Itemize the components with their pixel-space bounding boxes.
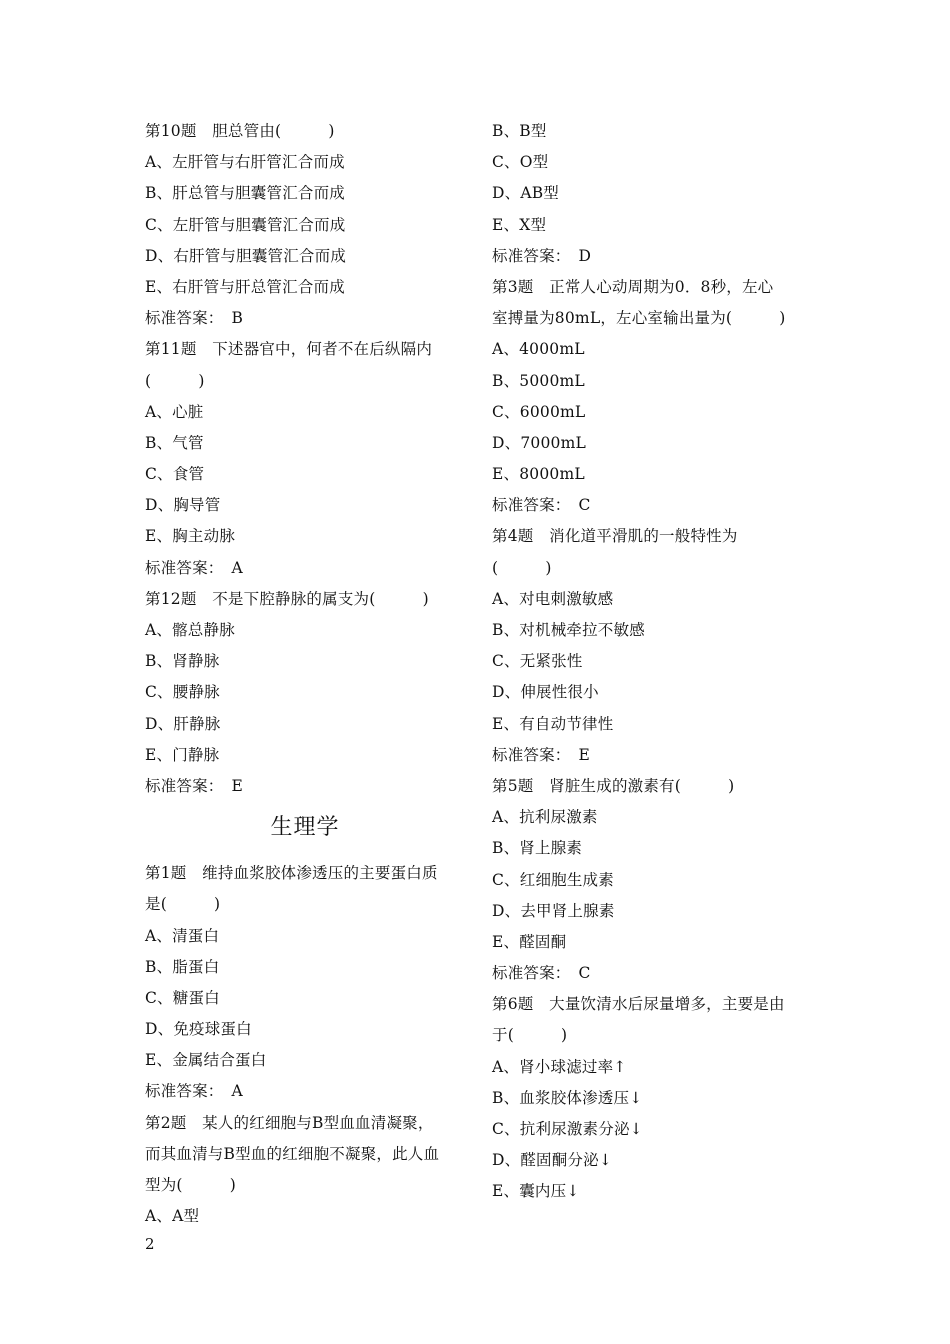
standard-answer: 标准答案： C: [492, 964, 591, 983]
question-title: 第4题 消化道平滑肌的一般特性为: [492, 527, 738, 546]
standard-answer: 标准答案： C: [492, 496, 591, 515]
option-d: D、胸导管: [145, 496, 221, 515]
standard-answer: 标准答案： D: [492, 246, 592, 265]
option-c: C、糖蛋白: [145, 988, 220, 1007]
option-e: E、8000mL: [492, 465, 585, 484]
question-title-continued: 型为( ): [145, 1176, 236, 1194]
option-a: A、A型: [145, 1207, 200, 1226]
question-title: 第3题 正常人心动周期为0．8秒，左心: [492, 277, 774, 296]
question-title: 第12题 不是下腔静脉的属支为( ): [145, 589, 429, 608]
option-d: D、免疫球蛋白: [145, 1020, 252, 1039]
option-c: C、食管: [145, 465, 205, 484]
option-d: D、去甲肾上腺素: [492, 901, 615, 920]
option-d: D、AB型: [492, 184, 560, 203]
question-title-continued: 而其血清与B型血的红细胞不凝聚，此人血: [145, 1144, 440, 1163]
option-a: A、心脏: [145, 402, 204, 421]
option-a: A、肾小球滤过率↑: [492, 1057, 627, 1076]
option-a: A、对电刺激敏感: [492, 589, 614, 608]
question-title-continued: 是( ): [145, 895, 221, 914]
option-b: B、5000mL: [492, 371, 585, 390]
question-title: 第1题 维持血浆胶体渗透压的主要蛋白质: [145, 864, 438, 883]
option-d: D、7000mL: [492, 433, 586, 452]
question-title: 第10题 胆总管由( ): [145, 122, 335, 140]
standard-answer: 标准答案： E: [145, 776, 243, 795]
option-a: A、髂总静脉: [145, 621, 235, 639]
option-d: D、伸展性很小: [492, 683, 599, 702]
option-e: E、醛固酮: [492, 932, 567, 951]
option-d: D、右肝管与胆囊管汇合而成: [145, 246, 347, 265]
question-title-continued: 室搏量为80mL，左心室输出量为( ): [492, 309, 786, 328]
option-b: B、B型: [492, 122, 547, 140]
standard-answer: 标准答案： E: [492, 745, 590, 764]
option-b: B、对机械牵拉不敏感: [492, 621, 645, 639]
question-title-continued: 于( ): [492, 1026, 568, 1045]
standard-answer: 标准答案： A: [145, 1082, 243, 1101]
question-title: 第2题 某人的红细胞与B型血血清凝聚，: [145, 1113, 434, 1132]
option-e: E、门静脉: [145, 745, 220, 764]
option-e: E、X型: [492, 215, 547, 234]
section-heading: 生理学: [270, 815, 340, 841]
option-a: A、抗利尿激素: [492, 808, 598, 827]
question-title: 第6题 大量饮清水后尿量增多，主要是由: [492, 995, 785, 1014]
option-a: A、清蛋白: [145, 926, 220, 945]
option-e: E、囊内压↓: [492, 1182, 580, 1201]
option-b: B、血浆胶体渗透压↓: [492, 1088, 643, 1107]
option-b: B、肝总管与胆囊管汇合而成: [145, 184, 345, 203]
option-d: D、肝静脉: [145, 714, 221, 733]
option-e: E、金属结合蛋白: [145, 1051, 267, 1070]
option-b: B、脂蛋白: [145, 957, 220, 976]
option-c: C、O型: [492, 153, 549, 172]
standard-answer: 标准答案： B: [145, 309, 244, 328]
option-b: B、肾静脉: [145, 652, 220, 671]
option-c: C、腰静脉: [145, 683, 220, 702]
option-c: C、左肝管与胆囊管汇合而成: [145, 215, 346, 234]
option-e: E、胸主动脉: [145, 527, 236, 546]
question-title: 第5题 肾脏生成的激素有( ): [492, 776, 735, 795]
question-title: 第11题 下述器官中，何者不在后纵隔内: [145, 340, 433, 359]
option-c: C、无紧张性: [492, 652, 583, 671]
question-title-continued: ( ): [145, 371, 205, 390]
option-b: B、气管: [145, 433, 204, 452]
standard-answer: 标准答案： A: [145, 558, 243, 577]
right-column: [492, 116, 822, 1208]
option-e: E、右肝管与肝总管汇合而成: [145, 277, 345, 296]
page-number: 2: [145, 1235, 155, 1253]
option-c: C、红细胞生成素: [492, 870, 614, 889]
left-column: [145, 116, 475, 1232]
option-c: C、抗利尿激素分泌↓: [492, 1120, 643, 1138]
option-b: B、肾上腺素: [492, 839, 583, 858]
option-a: A、左肝管与右肝管汇合而成: [145, 153, 345, 172]
option-c: C、6000mL: [492, 402, 586, 421]
option-a: A、4000mL: [492, 340, 585, 359]
option-d: D、醛固酮分泌↓: [492, 1151, 613, 1170]
question-title-continued: ( ): [492, 558, 552, 577]
option-e: E、有自动节律性: [492, 714, 614, 733]
